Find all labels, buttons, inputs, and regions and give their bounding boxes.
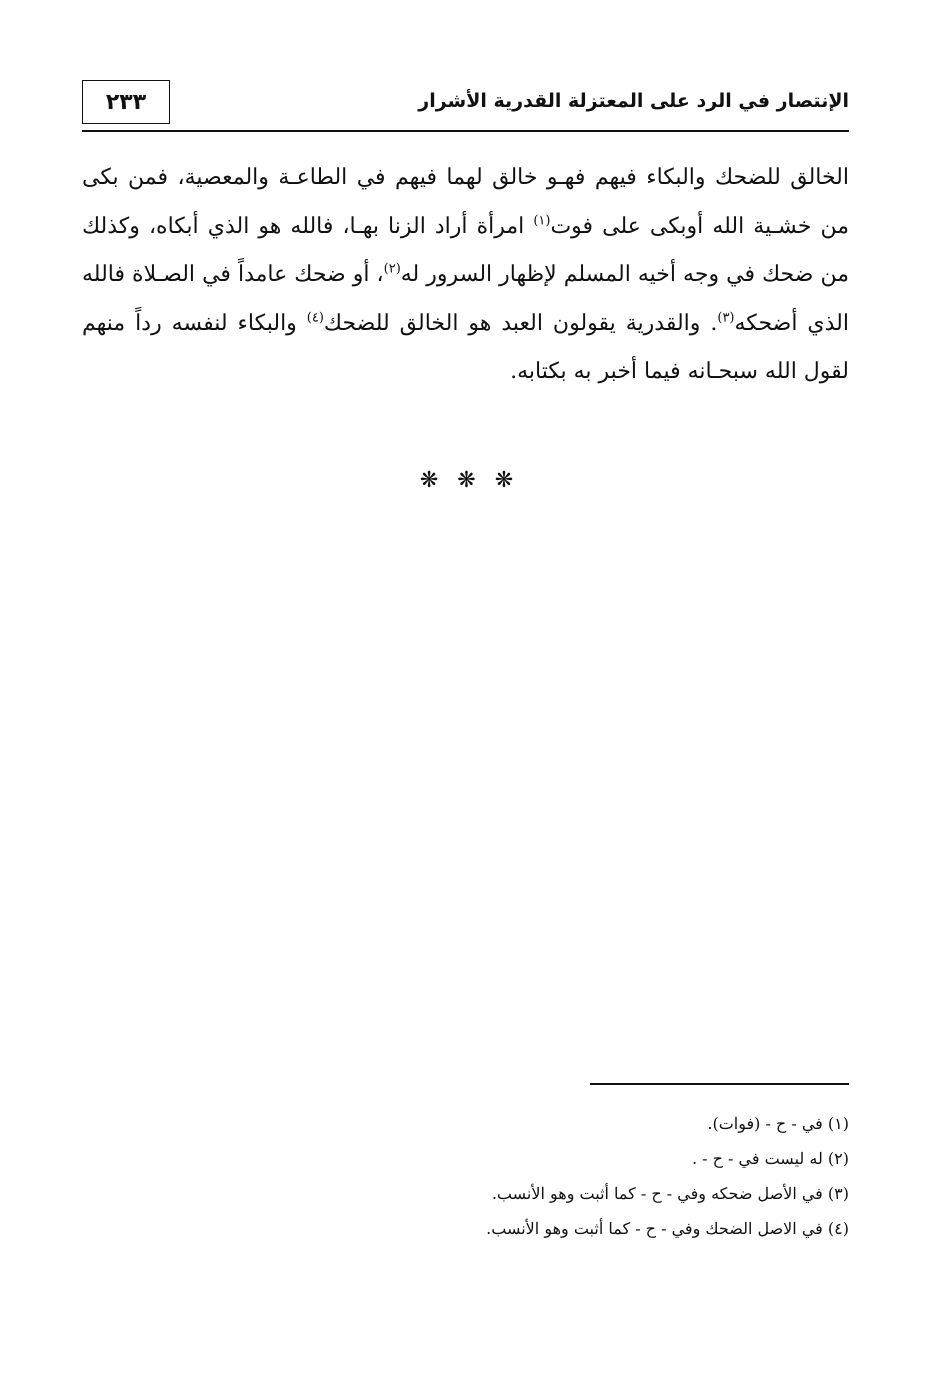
text-segment-4: . والقدرية يقولون العبد هو الخالق للضحك <box>323 310 718 336</box>
running-title: الإنتصار في الرد على المعتزلة القدرية الأشرار <box>418 90 849 112</box>
running-header <box>82 80 849 132</box>
main-text <box>82 154 849 397</box>
text-segment-3: ، أو ضحك عامداً في الصـلاة فالله الذي أضحكه <box>82 262 849 336</box>
footnote-3: (٣) في الأصل ضحكه وفي - ح - كما أثبت وهو الأنسب. <box>491 1184 849 1203</box>
text-segment-2: امرأة أراد الزنا بهـا، فالله هو الذي أبكاه، وكذلك من ضحك في وجه أخيه المسلم لإظهار السرور له <box>82 213 849 287</box>
paragraph <box>82 154 849 397</box>
footnotes <box>82 1106 849 1246</box>
footnote-1: (١) في - ح - (فوات). <box>707 1114 849 1133</box>
footnote-ref-3: (٣) <box>717 310 735 326</box>
footnote-ref-2: (٢) <box>383 261 401 277</box>
text-segment-5: والبكاء لنفسه رداً منهم لقول الله سبحـانه فيما أخبر به بكتابه. <box>82 310 849 384</box>
page-number: ٢٣٣ <box>82 80 170 124</box>
footnote-ref-1: (١) <box>533 213 551 229</box>
footnote-2: (٢) له ليست في - ح - . <box>691 1149 849 1168</box>
footnote-4: (٤) في الاصل الضحك وفي - ح - كما أثبت وهو الأنسب. <box>486 1219 849 1238</box>
section-separator: ❋ ❋ ❋ <box>419 468 520 493</box>
text-segment-1: الخالق للضحك والبكاء فيهم فهـو خالق لهما فيهم في الطاعـة والمعصية، فمن بكى من خشـية الله أوبكى على فوت <box>82 165 849 239</box>
footnote-divider <box>590 1083 849 1085</box>
footnote-ref-4: (٤) <box>306 310 324 326</box>
